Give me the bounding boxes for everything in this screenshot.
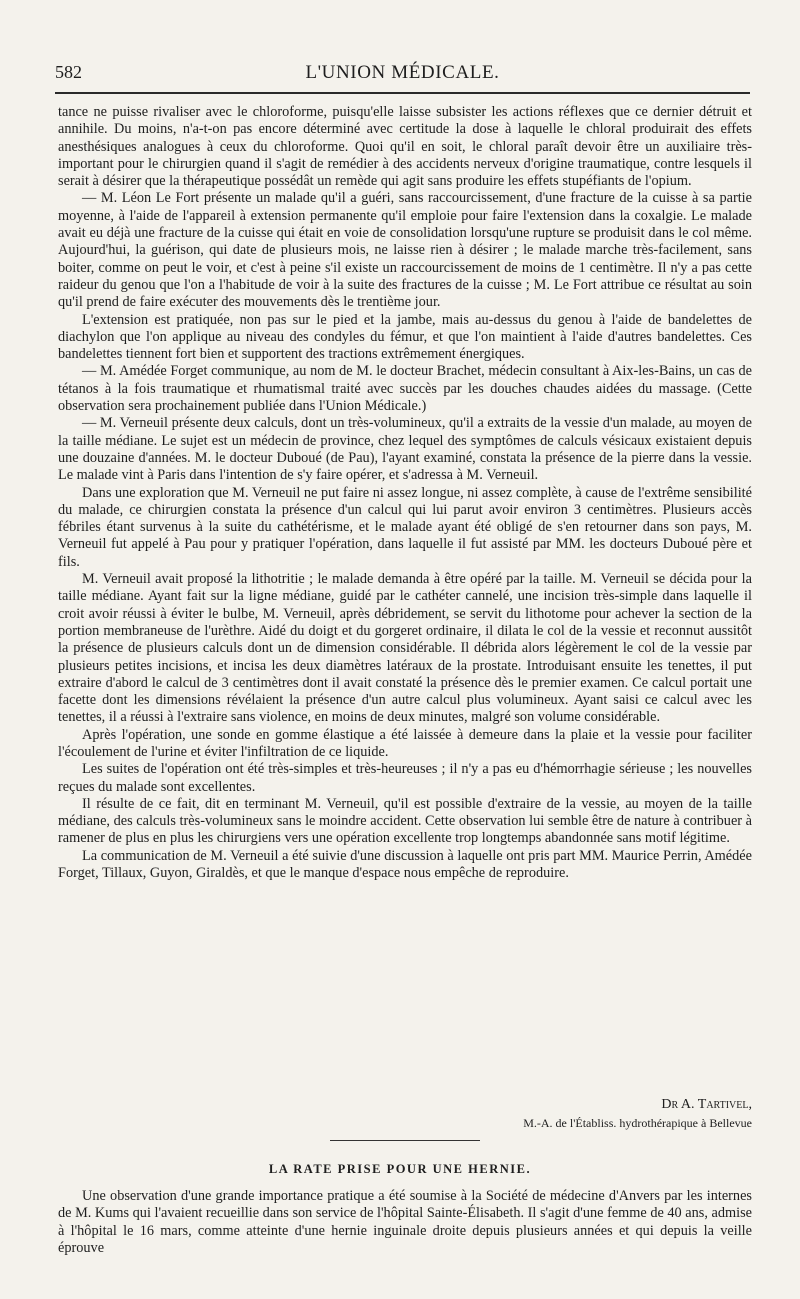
paragraph: — M. Léon Le Fort présente un malade qu'il a guéri, sans raccourcissement, d'une fracture de la cuisse à sa partie moyenne, à l'aide de l'appareil à extension permanente qu'il emploie pour faire l'extension dans la coxalgie. Le malade avait eu déjà une fracture de la cuisse qui était en voie de consolidation lorsqu'une rupture se produisit dans le col même. Aujourd'hui, la guérison, qui date de plusieurs mois, ne laisse rien à désirer ; le malade marche très-facilement, sans boiter, comme on peut le voir, et c'est à peine s'il existe un raccourcissement de moins de 1 centimètre. Il n'y a pas cette raideur du genou que l'on a l'habitude de voir à la suite des fractures de la cuisse ; M. Le Fort attribue ce résultat au soin qu'il prend de faire exécuter des mouvements dès le trentième jour. (58, 190, 752, 311)
header-rule (55, 92, 750, 94)
paragraph: Les suites de l'opération ont été très-simples et très-heureuses ; il n'y a pas eu d'hémorrhagie sérieuse ; les nouvelles reçues du malade sont excellentes. (58, 761, 752, 795)
paragraph: — M. Verneuil présente deux calculs, dont un très-volumineux, qu'il a extraits de la vessie d'un malade, au moyen de la taille médiane. Le sujet est un médecin de province, chez lequel des symptômes de calculs vésicaux existaient depuis une douzaine d'années. M. le docteur Duboué (de Pau), l'ayant examiné, constata la présence de la pierre dans la vessie. Le malade vint à Paris dans l'intention de s'y faire opérer, et s'adressa à M. Verneuil. (58, 415, 752, 484)
paragraph: La communication de M. Verneuil a été suivie d'une discussion à laquelle ont pris part MM. Maurice Perrin, Amédée Forget, Tillaux, Guyon, Giraldès, et que le manque d'espace nous empêche de reproduire. (58, 847, 752, 882)
paragraph: Il résulte de ce fait, dit en terminant M. Verneuil, qu'il est possible d'extraire de la vessie, au moyen de la taille médiane, des calculs très-volumineux sans le moindre accident. Cette observation lui semble être de nature à contribuer à ramener de plus en plus les chirurgiens vers une opération excellente trop longtemps abandonnée sans motif légitime. (58, 795, 752, 847)
paragraph: tance ne puisse rivaliser avec le chloroforme, puisqu'elle laisse subsister les actions réflexes que ce dernier détruit et annihile. Du moins, n'a-t-on pas encore déterminé avec certitude la dose à laquelle le chloral produirait des effets anesthésiques analogues à ceux du chloroforme. Quoi qu'il en soit, le chloral paraît devoir être un auxiliaire très-important pour le chirurgien quand il s'agit de remédier à des accidents nerveux d'origine traumatique, contre lesquels il serait à désirer que la thérapeutique possédât un remède qui agit sans produire les effets stupéfiants de l'opium. (58, 104, 752, 190)
paragraph: L'extension est pratiquée, non pas sur le pied et la jambe, mais au-dessus du genou à l'aide de bandelettes de diachylon que l'on applique au niveau des condyles du fémur, et que l'on maintient à l'aide d'autres bandelettes. Ces bandelettes tiennent fort bien et supportent des tractions extrêmement énergiques. (58, 311, 752, 363)
author-name: Dr A. Tartivel, (661, 1097, 752, 1112)
running-title: L'UNION MÉDICALE. (305, 62, 500, 83)
page-header (55, 62, 750, 90)
article-body (58, 104, 752, 882)
paragraph: Après l'opération, une sonde en gomme élastique a été laissée à demeure dans la plaie et la vessie pour faciliter l'écoulement de l'urine et éviter l'infiltration de ce liquide. (58, 726, 752, 760)
section-divider (330, 1140, 480, 1141)
author-affiliation: M.-A. de l'Établiss. hydrothérapique à Bellevue (523, 1116, 752, 1130)
section-body (58, 1188, 752, 1257)
paragraph: Une observation d'une grande importance pratique a été soumise à la Société de médecine d'Anvers par les internes de M. Kums qui l'avaient recueillie dans son service de l'hôpital Sainte-Élisabeth. Il s'agit d'une femme de 40 ans, admise à l'hôpital le 16 mars, comme atteinte d'une hernie inguinale droite depuis plusieurs années et qui depuis la veille éprouve (58, 1188, 752, 1256)
paragraph: — M. Amédée Forget communique, au nom de M. le docteur Brachet, médecin consultant à Aix-les-Bains, un cas de tétanos à la fois traumatique et rhumatismal traité avec succès par les douches chaudes aidées du massage. (Cette observation sera prochainement publiée dans l'Union Médicale.) (58, 363, 752, 415)
paragraph: Dans une exploration que M. Verneuil ne put faire ni assez longue, ni assez complète, à cause de l'extrême sensibilité du malade, ce chirurgien constata la présence d'un calcul qui lui parut avoir environ 3 centimètres. Plusieurs accès fébriles étant survenus à la suite du cathétérisme, et le malade ayant été obligé de s'en retourner dans son pays, M. Verneuil fut appelé à Pau pour y pratiquer l'opération, dans laquelle il fut assisté par MM. les docteurs Duboué père et fils. (58, 484, 752, 570)
section-title: LA RATE PRISE POUR UNE HERNIE. (268, 1162, 532, 1176)
page-number: 582 (55, 62, 82, 82)
signature-block (360, 1096, 752, 1132)
paragraph: M. Verneuil avait proposé la lithotritie ; le malade demanda à être opéré par la taille. M. Verneuil se décida pour la taille médiane. Ayant fait sur la ligne médiane, guidé par le cathéter cannelé, une incision très-simple dans laquelle il croit avoir réussi à éviter le bulbe, M. Verneuil, après débridement, se servit du lithotome pour achever la section de la portion membraneuse de l'urèthre. Aidé du doigt et du gorgeret ordinaire, il dilata le col de la vessie et reconnut aussitôt la présence de plusieurs calculs dont un de dimension considérable. Il débrida alors légèrement le col de la vessie par plusieurs petites incisions, et incisa les deux diamètres latéraux de la prostate. Introduisant ensuite les tenettes, il put extraire d'abord le calcul de 3 centimètres dont il avait constaté la présence dès le premier examen. Ce calcul portait une facette dont les dimensions révélaient la présence d'un autre calcul plus volumineux. Ayant saisi ce calcul avec les tenettes, il a réussi à l'extraire sans violence, en moins de deux minutes, malgré son volume considérable. (58, 571, 752, 726)
